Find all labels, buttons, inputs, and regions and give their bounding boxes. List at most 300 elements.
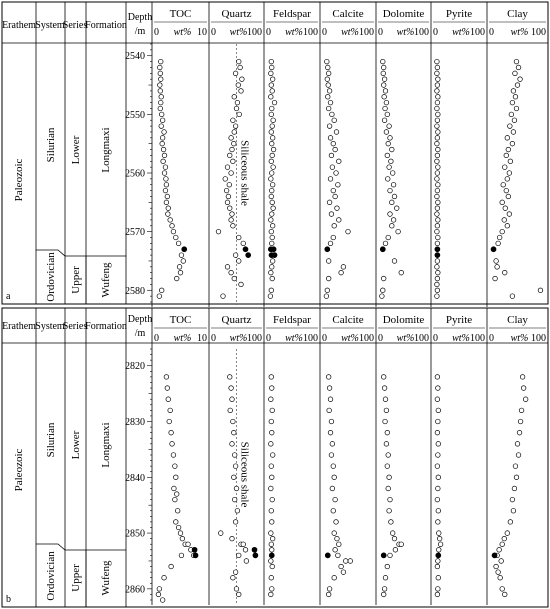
- data-point-feldspar: [272, 100, 277, 105]
- data-point-pyrite: [435, 464, 440, 469]
- data-point-feldspar: [269, 386, 274, 391]
- data-point-pyrite: [435, 194, 440, 199]
- track-scale-left: 0: [266, 333, 271, 344]
- data-point-pyrite: [436, 147, 441, 152]
- data-point-calcite: [326, 106, 331, 111]
- header-series: Series: [62, 20, 88, 31]
- data-point-toc: [186, 542, 191, 547]
- annotation-siliceous-shale: Siliceous shale: [238, 140, 251, 206]
- data-point-calcite: [328, 100, 333, 105]
- data-point-quartz: [229, 218, 234, 223]
- data-point-calcite: [328, 241, 333, 246]
- data-point-quartz: [229, 270, 234, 275]
- track-scale-unit: wt%: [452, 27, 470, 38]
- data-point-feldspar: [269, 177, 274, 182]
- track-title: Calcite: [332, 8, 364, 20]
- data-point-calcite: [334, 520, 339, 525]
- data-point-dolomite: [383, 241, 388, 246]
- data-point-feldspar: [270, 200, 275, 205]
- track-toc: [154, 314, 207, 602]
- data-point-pyrite: [435, 229, 440, 234]
- data-point-toc: [164, 200, 169, 205]
- header-erathem: Erathem: [2, 20, 36, 31]
- data-point-feldspar: [269, 486, 274, 491]
- data-point-toc: [160, 598, 165, 603]
- data-point-calcite: [337, 159, 342, 164]
- panel-label-a: a: [6, 291, 11, 302]
- data-point-pyrite: [436, 130, 441, 135]
- data-point-calcite: [341, 265, 346, 270]
- track-scale-right: 10: [197, 27, 207, 38]
- data-point-feldspar: [269, 464, 274, 469]
- data-point-calcite: [326, 375, 331, 380]
- data-point-pyrite: [437, 536, 442, 541]
- data-point-clay: [509, 112, 514, 117]
- data-point-calcite: [333, 147, 338, 152]
- data-point-calcite: [331, 188, 336, 193]
- data-point-quartz: [232, 130, 237, 135]
- data-point-toc: [173, 464, 178, 469]
- track-dolomite: [376, 2, 429, 307]
- track-scale-unit: wt%: [229, 333, 248, 344]
- annotation-siliceous-shale: Siliceous shale: [238, 441, 251, 508]
- data-point-pyrite: [435, 136, 440, 141]
- data-point-quartz: [234, 106, 239, 111]
- data-point-dolomite: [381, 592, 386, 597]
- data-point-pyrite: [436, 235, 441, 240]
- panel-b-border: [2, 308, 548, 607]
- data-point-feldspar: [269, 542, 274, 547]
- data-point-pyrite: [435, 188, 440, 193]
- data-point-toc: [173, 497, 178, 502]
- data-point-feldspar: [269, 130, 274, 135]
- data-point-quartz: [239, 282, 244, 287]
- series-label-lower: Lower: [70, 135, 82, 165]
- data-point-toc: [158, 65, 163, 70]
- data-point-clay: [498, 575, 503, 580]
- track-scale-unit: wt%: [173, 333, 192, 344]
- data-point-calcite: [327, 124, 332, 129]
- data-point-pyrite: [435, 288, 440, 293]
- track-scale-left: 0: [266, 27, 271, 38]
- data-point-toc: [161, 159, 166, 164]
- data-point-quartz: [236, 59, 241, 64]
- data-point-calcite: [330, 442, 335, 447]
- data-point-pyrite: [435, 171, 440, 176]
- data-point-clay: [507, 212, 512, 217]
- data-point-clay: [502, 592, 507, 597]
- data-point-calcite: [330, 112, 335, 117]
- data-point-calcite: [326, 71, 331, 76]
- series-label-upper: Upper: [70, 266, 82, 294]
- data-point-pyrite: [438, 542, 443, 547]
- data-point-feldspar: [271, 165, 276, 170]
- data-point-toc: [158, 89, 163, 94]
- data-point-dolomite: [385, 564, 390, 569]
- data-point-pyrite: [436, 94, 441, 99]
- data-point-toc: [158, 59, 163, 64]
- header-depth-unit: /m: [134, 328, 146, 339]
- track-scale-left: 0: [154, 333, 159, 344]
- data-point-dolomite: [387, 508, 392, 513]
- data-point-quartz: [232, 453, 237, 458]
- data-point-calcite: [331, 508, 336, 513]
- data-point-quartz: [244, 559, 249, 564]
- data-point-clay: [514, 106, 519, 111]
- track-scale-unit: wt%: [396, 333, 415, 344]
- data-point-toc: [168, 218, 173, 223]
- track-scale-left: 0: [489, 27, 494, 38]
- track-scale-right: 100: [531, 27, 546, 38]
- data-point-quartz: [228, 408, 233, 413]
- data-point-quartz: [231, 419, 236, 424]
- data-point-quartz: [224, 188, 229, 193]
- data-point-dolomite: [382, 118, 387, 123]
- data-point-toc: [157, 294, 162, 299]
- data-point-calcite: [327, 386, 332, 391]
- data-point-clay: [494, 564, 499, 569]
- data-point-toc: [157, 587, 162, 592]
- header-erathem: Erathem: [2, 321, 36, 332]
- data-point-pyrite: [435, 65, 440, 70]
- data-point-calcite: [336, 182, 341, 187]
- data-point-dolomite: [390, 223, 395, 228]
- data-point-dolomite: [383, 89, 388, 94]
- data-point-pyrite: [436, 520, 441, 525]
- system-label-silurian: Silurian: [45, 422, 57, 458]
- data-point-feldspar: [270, 223, 275, 228]
- data-point-pyrite: [435, 241, 440, 246]
- data-point-toc-filled: [192, 547, 197, 552]
- formation-label-longmaxi: Longmaxi: [100, 422, 112, 468]
- data-point-calcite: [326, 83, 331, 88]
- data-point-feldspar: [269, 288, 274, 293]
- data-point-toc: [174, 276, 179, 281]
- data-point-clay: [510, 141, 515, 146]
- data-point-feldspar: [270, 453, 275, 458]
- data-point-calcite: [343, 559, 348, 564]
- data-point-pyrite: [436, 475, 441, 480]
- data-point-quartz: [231, 223, 236, 228]
- data-point-feldspar: [269, 159, 274, 164]
- data-point-dolomite: [383, 575, 388, 580]
- data-point-toc: [166, 206, 171, 211]
- data-point-clay: [504, 188, 509, 193]
- data-point-quartz: [232, 276, 237, 281]
- data-point-quartz: [218, 531, 223, 536]
- track-scale-left: 0: [211, 27, 216, 38]
- data-point-feldspar: [270, 182, 275, 187]
- data-point-quartz: [236, 592, 241, 597]
- data-point-quartz: [234, 587, 239, 592]
- data-point-clay: [516, 453, 521, 458]
- track-scale-left: 0: [211, 333, 216, 344]
- data-point-toc: [181, 259, 186, 264]
- data-point-toc: [177, 265, 182, 270]
- data-point-calcite: [335, 206, 340, 211]
- data-point-clay: [500, 587, 505, 592]
- depth-tick-label: 2830: [125, 417, 145, 429]
- data-point-feldspar: [269, 141, 274, 146]
- data-point-pyrite: [435, 430, 440, 435]
- data-point-quartz: [232, 141, 237, 146]
- series-label-lower: Lower: [70, 430, 82, 460]
- data-point-toc: [166, 212, 171, 217]
- data-point-toc: [165, 194, 170, 199]
- track-scale-left: 0: [378, 333, 383, 344]
- data-point-pyrite: [435, 124, 440, 129]
- track-scale-unit: wt%: [452, 333, 470, 344]
- data-point-quartz: [230, 147, 235, 152]
- data-point-pyrite: [435, 89, 440, 94]
- track-scale-right: 100: [470, 333, 485, 344]
- data-point-clay: [506, 147, 511, 152]
- track-scale-left: 0: [433, 27, 438, 38]
- data-point-quartz: [237, 112, 242, 117]
- track-scale-right: 10: [197, 333, 207, 344]
- data-point-quartz: [241, 542, 246, 547]
- data-point-toc: [174, 492, 179, 497]
- data-point-toc: [160, 118, 165, 123]
- data-point-calcite: [333, 548, 338, 553]
- data-point-clay: [513, 464, 518, 469]
- data-point-dolomite: [381, 288, 386, 293]
- data-point-clay: [500, 542, 505, 547]
- data-point-dolomite: [385, 430, 390, 435]
- track-scale-unit: wt%: [396, 27, 415, 38]
- track-title: Clay: [507, 314, 528, 326]
- data-point-dolomite: [382, 386, 387, 391]
- data-point-calcite: [334, 171, 339, 176]
- track-clay: [487, 308, 546, 605]
- data-point-quartz: [227, 206, 232, 211]
- track-title: Feldspar: [273, 314, 311, 326]
- data-point-toc: [180, 536, 185, 541]
- track-scale-unit: wt%: [285, 27, 303, 38]
- data-point-calcite: [329, 419, 334, 424]
- data-point-clay: [493, 276, 498, 281]
- data-point-clay: [508, 520, 513, 525]
- data-point-calcite: [325, 288, 330, 293]
- data-point-dolomite: [386, 141, 391, 146]
- data-point-calcite: [326, 276, 331, 281]
- data-point-pyrite: [435, 212, 440, 217]
- data-point-dolomite: [389, 520, 394, 525]
- data-point-dolomite: [391, 182, 396, 187]
- data-point-dolomite: [385, 153, 390, 158]
- data-point-clay: [502, 165, 507, 170]
- data-point-pyrite: [436, 548, 441, 553]
- data-point-dolomite: [381, 276, 386, 281]
- data-point-dolomite: [390, 147, 395, 152]
- data-point-quartz: [229, 136, 234, 141]
- data-point-pyrite: [435, 141, 440, 146]
- data-point-dolomite-filled: [381, 553, 386, 558]
- data-point-clay: [497, 548, 502, 553]
- data-point-feldspar: [269, 112, 274, 117]
- data-point-clay: [505, 177, 510, 182]
- data-point-dolomite: [380, 294, 385, 299]
- data-point-calcite: [331, 141, 336, 146]
- data-point-feldspar: [270, 276, 275, 281]
- track-title: Dolomite: [382, 314, 425, 326]
- data-point-quartz: [232, 430, 237, 435]
- data-point-clay: [511, 89, 516, 94]
- data-point-dolomite: [390, 531, 395, 536]
- track-scale-left: 0: [154, 27, 159, 38]
- system-label-silurian: Silurian: [45, 127, 57, 163]
- data-point-pyrite: [436, 218, 441, 223]
- data-point-pyrite: [436, 182, 441, 187]
- data-point-calcite: [330, 165, 335, 170]
- depth-tick-label: 2550: [125, 109, 145, 121]
- data-point-quartz: [226, 194, 231, 199]
- data-point-calcite: [324, 294, 329, 299]
- data-point-dolomite: [383, 419, 388, 424]
- data-point-quartz: [227, 182, 232, 187]
- data-point-toc: [158, 71, 163, 76]
- data-point-clay: [494, 259, 499, 264]
- data-point-toc: [164, 375, 169, 380]
- system-label-ordovician: Ordovician: [45, 252, 57, 302]
- data-point-quartz-filled: [243, 247, 248, 252]
- data-point-pyrite: [435, 83, 440, 88]
- data-point-pyrite: [435, 592, 440, 597]
- header-depth-unit: /m: [134, 26, 146, 37]
- data-point-dolomite: [388, 136, 393, 141]
- data-point-feldspar: [268, 294, 273, 299]
- data-point-clay: [517, 430, 522, 435]
- data-point-pyrite: [435, 71, 440, 76]
- data-point-feldspar: [269, 65, 274, 70]
- data-point-pyrite: [435, 397, 440, 402]
- data-point-calcite: [348, 559, 353, 564]
- data-point-dolomite: [391, 218, 396, 223]
- data-point-calcite-filled: [325, 553, 330, 558]
- track-scale-right: 100: [303, 333, 318, 344]
- data-point-dolomite: [390, 200, 395, 205]
- data-point-calcite: [334, 130, 339, 135]
- header-series: Series: [62, 321, 88, 332]
- data-point-pyrite: [435, 206, 440, 211]
- data-point-toc: [168, 408, 173, 413]
- data-point-feldspar: [269, 194, 274, 199]
- data-point-calcite: [332, 475, 337, 480]
- data-point-feldspar-filled: [271, 247, 276, 252]
- data-point-clay: [519, 408, 524, 413]
- data-point-dolomite: [381, 83, 386, 88]
- data-point-dolomite: [382, 94, 387, 99]
- data-point-toc: [159, 112, 164, 117]
- data-point-pyrite: [436, 165, 441, 170]
- data-point-feldspar: [271, 206, 276, 211]
- data-point-dolomite: [383, 397, 388, 402]
- data-point-clay: [508, 124, 513, 129]
- data-point-pyrite: [436, 386, 441, 391]
- data-point-feldspar: [269, 531, 274, 536]
- data-point-clay: [511, 130, 516, 135]
- data-point-calcite: [341, 570, 346, 575]
- track-title: Quartz: [221, 8, 252, 20]
- data-point-clay: [514, 59, 519, 64]
- data-point-toc: [170, 442, 175, 447]
- data-point-feldspar: [271, 118, 276, 123]
- data-point-pyrite: [435, 375, 440, 380]
- data-point-pyrite: [435, 118, 440, 123]
- data-point-feldspar: [269, 442, 274, 447]
- data-point-quartz: [231, 118, 236, 123]
- data-point-quartz: [230, 397, 235, 402]
- data-point-clay-filled: [492, 553, 497, 558]
- data-point-calcite: [329, 212, 334, 217]
- track-scale-unit: wt%: [341, 27, 359, 38]
- series-label-upper: Upper: [70, 564, 82, 592]
- track-feldspar: [264, 2, 318, 307]
- data-point-toc: [178, 531, 183, 536]
- data-point-calcite: [328, 430, 333, 435]
- data-point-dolomite: [386, 453, 391, 458]
- data-point-quartz: [235, 100, 240, 105]
- data-point-calcite: [329, 153, 334, 158]
- data-point-clay: [515, 442, 520, 447]
- data-point-feldspar: [269, 548, 274, 553]
- track-scale-unit: wt%: [229, 27, 248, 38]
- data-point-feldspar: [270, 408, 275, 413]
- data-point-pyrite: [435, 223, 440, 228]
- data-point-feldspar: [269, 94, 274, 99]
- data-point-feldspar: [269, 430, 274, 435]
- data-point-dolomite: [384, 442, 389, 447]
- data-point-clay: [505, 223, 510, 228]
- data-point-clay: [508, 159, 513, 164]
- data-point-calcite: [332, 575, 337, 580]
- track-calcite: [320, 2, 374, 307]
- data-point-toc: [158, 77, 163, 82]
- data-point-clay-filled: [491, 247, 496, 252]
- data-point-dolomite: [386, 235, 391, 240]
- data-point-feldspar: [270, 536, 275, 541]
- formation-label-longmaxi: Longmaxi: [100, 127, 112, 173]
- track-title: Clay: [507, 8, 528, 20]
- panel-a: [2, 2, 548, 307]
- data-point-toc: [161, 147, 166, 152]
- data-point-dolomite: [385, 464, 390, 469]
- data-point-dolomite: [384, 100, 389, 105]
- data-point-calcite: [328, 136, 333, 141]
- track-scale-left: 0: [433, 333, 438, 344]
- data-point-toc: [169, 430, 174, 435]
- data-point-toc: [178, 270, 183, 275]
- data-point-clay: [513, 94, 518, 99]
- data-point-toc: [164, 182, 169, 187]
- data-point-pyrite: [435, 59, 440, 64]
- data-point-toc: [165, 386, 170, 391]
- data-point-quartz: [225, 165, 230, 170]
- data-point-feldspar: [269, 229, 274, 234]
- track-feldspar: [264, 308, 318, 605]
- data-point-pyrite: [435, 265, 440, 270]
- data-point-dolomite: [388, 212, 393, 217]
- data-point-quartz-filled: [253, 553, 258, 558]
- data-point-toc: [162, 153, 167, 158]
- data-point-calcite: [326, 259, 331, 264]
- data-point-calcite: [326, 592, 331, 597]
- data-point-clay: [506, 194, 511, 199]
- data-point-toc-filled: [182, 247, 187, 252]
- data-point-dolomite: [399, 542, 404, 547]
- track-calcite: [320, 308, 374, 605]
- data-point-pyrite: [436, 575, 441, 580]
